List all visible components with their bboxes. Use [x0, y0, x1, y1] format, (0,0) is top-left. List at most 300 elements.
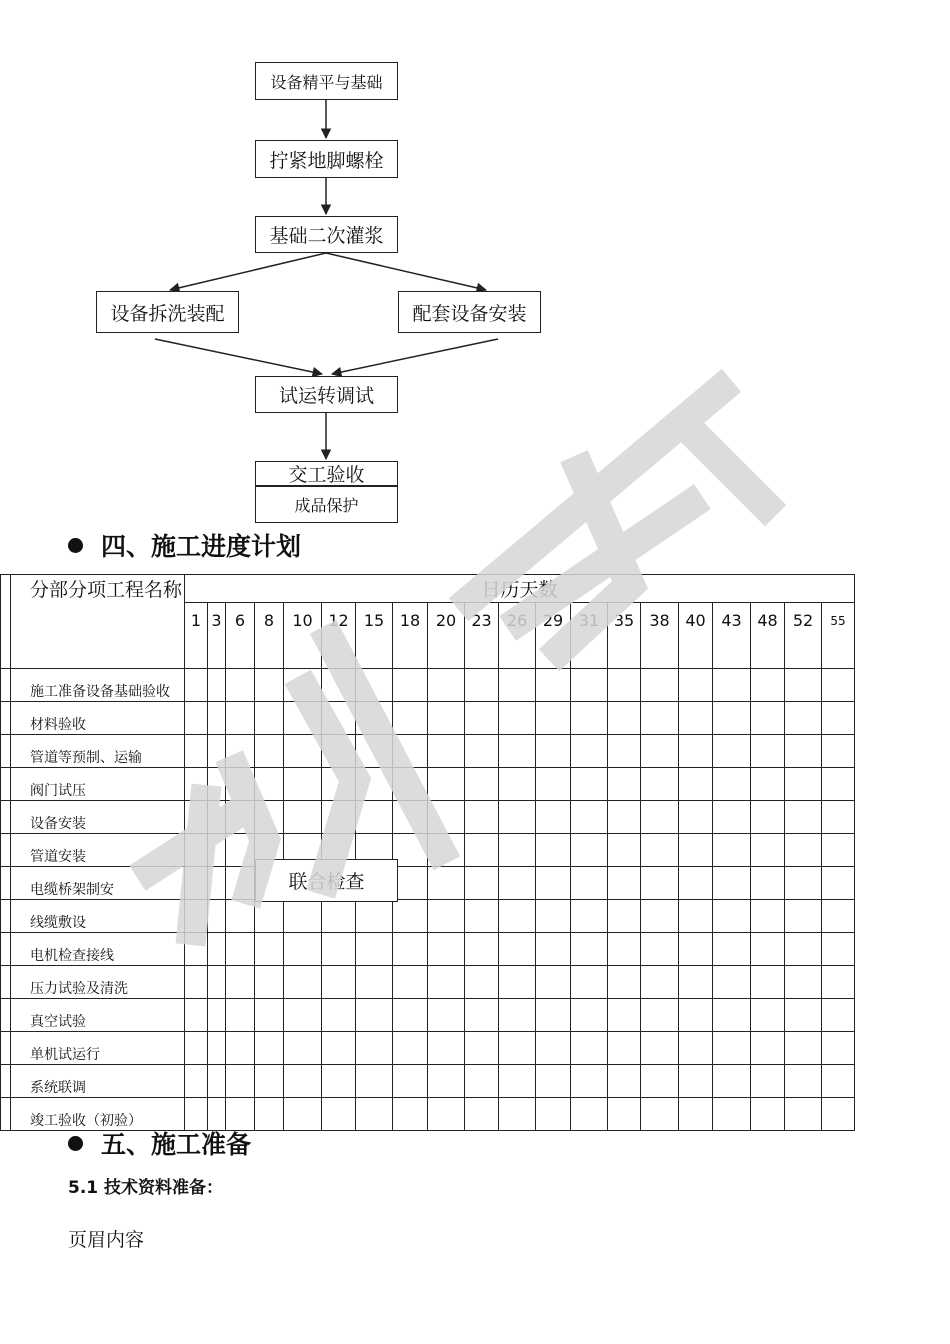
schedule-cell [641, 867, 679, 900]
schedule-cell [536, 1098, 571, 1131]
schedule-cell [322, 900, 356, 933]
schedule-cell [822, 1065, 855, 1098]
task-name-cell: 管道安装 [11, 834, 185, 867]
schedule-cell [785, 669, 822, 702]
day-header-cell: 40 [679, 603, 713, 669]
schedule-cell [322, 801, 356, 834]
schedule-cell [284, 801, 322, 834]
schedule-cell [608, 900, 641, 933]
schedule-cell [185, 669, 208, 702]
table-row [1, 669, 855, 702]
schedule-cell [822, 735, 855, 768]
schedule-cell [356, 900, 393, 933]
schedule-cell [822, 900, 855, 933]
schedule-cell [499, 702, 536, 735]
schedule-cell [713, 669, 751, 702]
schedule-cell [428, 735, 465, 768]
schedule-cell [713, 933, 751, 966]
schedule-cell [428, 768, 465, 801]
schedule-cell [255, 801, 284, 834]
schedule-cell [499, 900, 536, 933]
schedule-cell [465, 834, 499, 867]
schedule-cell [226, 900, 255, 933]
schedule-cell [571, 834, 608, 867]
schedule-cell [571, 735, 608, 768]
schedule-cell [608, 735, 641, 768]
schedule-cell [185, 702, 208, 735]
schedule-cell [393, 801, 428, 834]
schedule-cell [393, 900, 428, 933]
schedule-cell [356, 669, 393, 702]
schedule-cell [751, 1098, 785, 1131]
schedule-cell [536, 966, 571, 999]
schedule-cell [255, 1098, 284, 1131]
schedule-cell [499, 933, 536, 966]
schedule-cell [208, 999, 226, 1032]
schedule-cell [428, 966, 465, 999]
schedule-cell [322, 735, 356, 768]
schedule-cell [679, 702, 713, 735]
schedule-cell [185, 801, 208, 834]
schedule-cell [571, 669, 608, 702]
left-margin-cell [1, 1032, 11, 1065]
schedule-cell [571, 768, 608, 801]
schedule-cell [284, 1032, 322, 1065]
schedule-cell [428, 999, 465, 1032]
schedule-cell [713, 768, 751, 801]
schedule-cell [226, 768, 255, 801]
schedule-cell [185, 834, 208, 867]
schedule-cell [822, 834, 855, 867]
schedule-cell [255, 900, 284, 933]
schedule-cell [428, 702, 465, 735]
schedule-cell [713, 801, 751, 834]
schedule-cell [284, 1065, 322, 1098]
schedule-cell [785, 900, 822, 933]
schedule-cell [822, 702, 855, 735]
schedule-cell [641, 933, 679, 966]
flowchart-connectors [0, 0, 950, 560]
schedule-cell [322, 1065, 356, 1098]
table-row [1, 966, 855, 999]
table-row [1, 999, 855, 1032]
schedule-cell [785, 702, 822, 735]
schedule-cell [428, 933, 465, 966]
schedule-cell [255, 999, 284, 1032]
schedule-cell [322, 966, 356, 999]
flow-step-leveling: 设备精平与基础 [255, 62, 398, 100]
schedule-cell [499, 966, 536, 999]
schedule-cell [465, 1032, 499, 1065]
schedule-cell [356, 1098, 393, 1131]
day-header-cell: 15 [356, 603, 393, 669]
schedule-cell [499, 669, 536, 702]
schedule-cell [465, 801, 499, 834]
schedule-cell [185, 867, 208, 900]
schedule-cell [641, 1032, 679, 1065]
schedule-cell [322, 1098, 356, 1131]
schedule-cell [713, 966, 751, 999]
schedule-cell [571, 900, 608, 933]
left-margin-cell [1, 735, 11, 768]
table-row [1, 1065, 855, 1098]
schedule-cell [822, 1098, 855, 1131]
schedule-cell [356, 933, 393, 966]
schedule-cell [785, 999, 822, 1032]
schedule-cell [608, 933, 641, 966]
schedule-cell [713, 735, 751, 768]
schedule-cell [208, 834, 226, 867]
schedule-cell [713, 702, 751, 735]
schedule-cell [641, 702, 679, 735]
schedule-cell [393, 1098, 428, 1131]
joint-inspection-box: 联合检查 [255, 859, 398, 902]
schedule-cell [571, 1032, 608, 1065]
schedule-cell [679, 999, 713, 1032]
day-header-cell: 55 [822, 603, 855, 669]
schedule-cell [322, 669, 356, 702]
flow-step-test-run: 试运转调试 [255, 376, 398, 413]
schedule-cell [608, 1098, 641, 1131]
schedule-cell [822, 966, 855, 999]
day-header-cell: 52 [785, 603, 822, 669]
section-4-heading [68, 527, 301, 563]
schedule-cell [536, 933, 571, 966]
schedule-cell [751, 966, 785, 999]
schedule-cell [322, 768, 356, 801]
schedule-cell [679, 1065, 713, 1098]
schedule-cell [641, 1098, 679, 1131]
schedule-cell [536, 999, 571, 1032]
task-name-cell: 真空试验 [11, 999, 185, 1032]
schedule-cell [822, 933, 855, 966]
schedule-cell [356, 966, 393, 999]
schedule-cell [284, 768, 322, 801]
schedule-cell [284, 900, 322, 933]
left-margin-cell [1, 867, 11, 900]
schedule-cell [284, 999, 322, 1032]
schedule-cell [822, 669, 855, 702]
left-margin-cell [1, 834, 11, 867]
schedule-cell [356, 702, 393, 735]
schedule-cell [785, 768, 822, 801]
schedule-cell [322, 999, 356, 1032]
day-header-cell: 1 [185, 603, 208, 669]
schedule-table [0, 574, 855, 1131]
flow-step-disassembly: 设备拆洗装配 [96, 291, 239, 333]
schedule-cell [679, 834, 713, 867]
left-margin-cell [1, 702, 11, 735]
schedule-cell [428, 1098, 465, 1131]
day-header-cell: 26 [499, 603, 536, 669]
left-margin-cell [1, 900, 11, 933]
schedule-cell [822, 867, 855, 900]
schedule-cell [185, 999, 208, 1032]
schedule-cell [751, 702, 785, 735]
left-margin-cell [1, 669, 11, 702]
day-header-cell: 10 [284, 603, 322, 669]
day-header-cell: 3 [208, 603, 226, 669]
schedule-cell [785, 801, 822, 834]
bullet-icon [68, 538, 83, 553]
schedule-cell [571, 702, 608, 735]
schedule-cell [822, 801, 855, 834]
schedule-cell [226, 867, 255, 900]
schedule-cell [679, 1032, 713, 1065]
schedule-cell [356, 768, 393, 801]
schedule-cell [465, 1098, 499, 1131]
flow-step-auxiliary-install: 配套设备安装 [398, 291, 541, 333]
schedule-cell [713, 1098, 751, 1131]
task-name-cell: 单机试运行 [11, 1032, 185, 1065]
schedule-cell [208, 1065, 226, 1098]
schedule-cell [393, 735, 428, 768]
section-5-heading [68, 1125, 251, 1161]
table-row [1, 867, 855, 900]
schedule-cell [785, 1032, 822, 1065]
schedule-cell [608, 966, 641, 999]
schedule-cell [255, 735, 284, 768]
day-header-cell: 18 [393, 603, 428, 669]
task-name-cell: 管道等预制、运输 [11, 735, 185, 768]
schedule-cell [322, 702, 356, 735]
flow-step-anchor-bolts: 拧紧地脚螺栓 [255, 140, 398, 178]
schedule-cell [255, 933, 284, 966]
schedule-cell [255, 768, 284, 801]
schedule-cell [356, 1032, 393, 1065]
left-margin-cell [1, 1098, 11, 1131]
arrow-5 [155, 339, 322, 374]
schedule-cell [536, 669, 571, 702]
schedule-cell [465, 933, 499, 966]
schedule-cell [393, 768, 428, 801]
schedule-cell [679, 933, 713, 966]
schedule-cell [185, 933, 208, 966]
schedule-cell [751, 1065, 785, 1098]
schedule-cell [713, 1032, 751, 1065]
schedule-cell [751, 867, 785, 900]
flow-step-grouting: 基础二次灌浆 [255, 216, 398, 253]
schedule-cell [751, 999, 785, 1032]
schedule-cell [679, 1098, 713, 1131]
schedule-cell [226, 834, 255, 867]
task-name-cell: 电缆桥架制安 [11, 867, 185, 900]
schedule-cell [226, 669, 255, 702]
schedule-cell [255, 669, 284, 702]
schedule-cell [226, 1065, 255, 1098]
schedule-cell [428, 801, 465, 834]
header-task-name: 分部分项工程名称 [11, 575, 185, 669]
schedule-cell [751, 900, 785, 933]
schedule-cell [465, 966, 499, 999]
day-header-cell: 31 [571, 603, 608, 669]
schedule-cell [226, 702, 255, 735]
schedule-cell [641, 735, 679, 768]
schedule-cell [608, 834, 641, 867]
schedule-cell [679, 801, 713, 834]
schedule-cell [785, 735, 822, 768]
schedule-cell [226, 999, 255, 1032]
schedule-cell [465, 768, 499, 801]
task-name-cell: 阀门试压 [11, 768, 185, 801]
schedule-cell [785, 1098, 822, 1131]
schedule-cell [356, 999, 393, 1032]
schedule-cell [751, 933, 785, 966]
schedule-cell [641, 966, 679, 999]
schedule-cell [185, 900, 208, 933]
schedule-cell [226, 735, 255, 768]
schedule-cell [255, 1032, 284, 1065]
task-name-cell: 材料验收 [11, 702, 185, 735]
schedule-cell [679, 768, 713, 801]
schedule-cell [571, 867, 608, 900]
schedule-cell [608, 1032, 641, 1065]
section-4-title: 四、施工进度计划 [101, 532, 302, 561]
schedule-cell [608, 669, 641, 702]
schedule-cell [785, 966, 822, 999]
table-row [1, 768, 855, 801]
schedule-cell [536, 867, 571, 900]
schedule-cell [679, 900, 713, 933]
schedule-cell [393, 669, 428, 702]
schedule-cell [226, 1032, 255, 1065]
task-name-cell: 系统联调 [11, 1065, 185, 1098]
schedule-cell [356, 801, 393, 834]
schedule-cell [713, 1065, 751, 1098]
day-header-cell: 12 [322, 603, 356, 669]
schedule-cell [465, 867, 499, 900]
schedule-cell [571, 1098, 608, 1131]
table-row [1, 900, 855, 933]
schedule-cell [536, 801, 571, 834]
schedule-cell [571, 933, 608, 966]
schedule-cell [641, 1065, 679, 1098]
schedule-cell [822, 768, 855, 801]
day-header-cell: 20 [428, 603, 465, 669]
schedule-cell [356, 735, 393, 768]
schedule-cell [713, 867, 751, 900]
schedule-cell [751, 669, 785, 702]
day-header-cell: 29 [536, 603, 571, 669]
schedule-cell [785, 933, 822, 966]
table-row [1, 834, 855, 867]
schedule-cell [536, 702, 571, 735]
day-header-cell: 48 [751, 603, 785, 669]
schedule-cell [226, 933, 255, 966]
schedule-cell [499, 768, 536, 801]
schedule-cell [284, 933, 322, 966]
schedule-cell [255, 702, 284, 735]
table-row [1, 801, 855, 834]
schedule-cell [785, 867, 822, 900]
schedule-cell [536, 1032, 571, 1065]
schedule-cell [571, 1065, 608, 1098]
schedule-cell [393, 702, 428, 735]
schedule-cell [536, 1065, 571, 1098]
schedule-cell [185, 966, 208, 999]
schedule-cell [571, 966, 608, 999]
schedule-cell [428, 1065, 465, 1098]
schedule-cell [428, 669, 465, 702]
schedule-cell [608, 867, 641, 900]
schedule-cell [641, 834, 679, 867]
schedule-cell [499, 834, 536, 867]
schedule-cell [641, 768, 679, 801]
schedule-cell [608, 768, 641, 801]
schedule-cell [536, 900, 571, 933]
schedule-cell [393, 1032, 428, 1065]
schedule-cell [208, 1032, 226, 1065]
task-name-cell: 竣工验收（初验） [11, 1098, 185, 1131]
arrow-6 [332, 339, 498, 374]
schedule-cell [822, 1032, 855, 1065]
schedule-cell [284, 735, 322, 768]
schedule-cell [641, 801, 679, 834]
schedule-cell [571, 801, 608, 834]
arrow-3 [170, 253, 326, 290]
schedule-cell [713, 999, 751, 1032]
schedule-cell [822, 999, 855, 1032]
schedule-cell [185, 1032, 208, 1065]
schedule-cell [208, 669, 226, 702]
subsection-5-1: 5.1 技术资料准备： [68, 1178, 224, 1198]
schedule-cell [751, 768, 785, 801]
table-row [1, 933, 855, 966]
schedule-cell [608, 702, 641, 735]
schedule-cell [713, 834, 751, 867]
day-header-cell: 6 [226, 603, 255, 669]
task-name-cell: 线缆敷设 [11, 900, 185, 933]
schedule-cell [679, 867, 713, 900]
schedule-cell [608, 999, 641, 1032]
schedule-cell [255, 966, 284, 999]
task-name-cell: 电机检查接线 [11, 933, 185, 966]
flow-step-acceptance: 交工验收 [255, 461, 398, 486]
left-margin-cell [1, 933, 11, 966]
schedule-cell [641, 900, 679, 933]
schedule-cell [208, 702, 226, 735]
schedule-cell [208, 900, 226, 933]
schedule-cell [499, 1032, 536, 1065]
schedule-cell [465, 735, 499, 768]
day-header-cell: 43 [713, 603, 751, 669]
left-margin-cell [1, 575, 11, 669]
section-5-title: 五、施工准备 [101, 1130, 252, 1159]
schedule-cell [571, 999, 608, 1032]
schedule-cell [428, 867, 465, 900]
schedule-cell [499, 1065, 536, 1098]
arrow-4 [326, 253, 486, 290]
day-header-cell: 38 [641, 603, 679, 669]
schedule-cell [428, 834, 465, 867]
schedule-cell [679, 669, 713, 702]
day-header-cell: 8 [255, 603, 284, 669]
task-name-cell: 施工准备设备基础验收 [11, 669, 185, 702]
schedule-cell [499, 867, 536, 900]
schedule-cell [428, 1032, 465, 1065]
schedule-cell [499, 801, 536, 834]
left-margin-cell [1, 801, 11, 834]
schedule-cell [284, 669, 322, 702]
schedule-cell [208, 768, 226, 801]
schedule-cell [499, 735, 536, 768]
schedule-cell [208, 735, 226, 768]
schedule-cell [393, 966, 428, 999]
schedule-cell [536, 768, 571, 801]
schedule-cell [208, 867, 226, 900]
schedule-cell [226, 801, 255, 834]
schedule-cell [536, 834, 571, 867]
